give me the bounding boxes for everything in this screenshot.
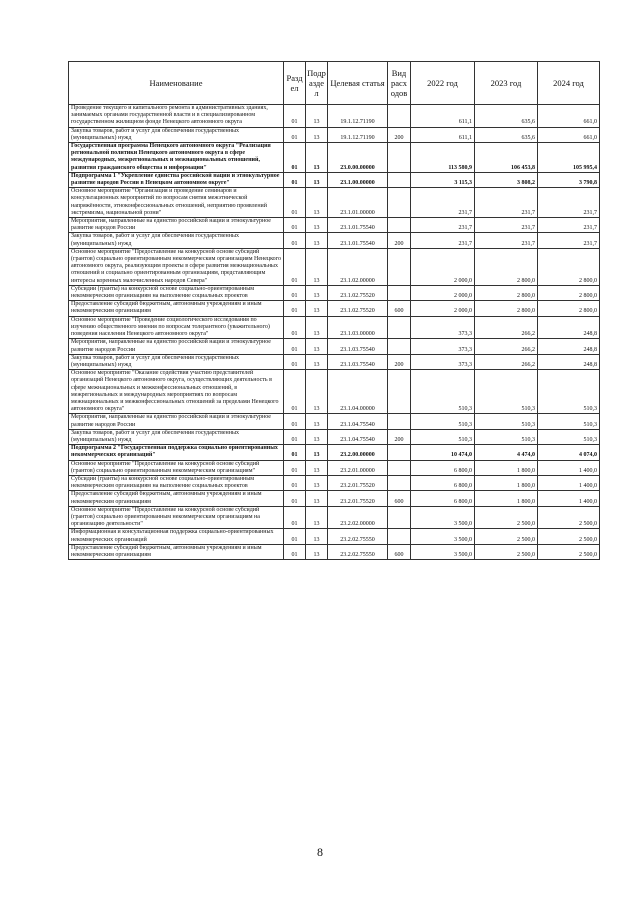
cell-name: Подпрограмма 1 "Укрепление единства российской нации и этнокультурное развитие народов России в Ненецком автономном округе" [69,172,284,187]
cell-2023: 2 800,0 [475,301,538,316]
cell-podrazdel: 13 [306,248,328,285]
cell-podrazdel: 13 [306,172,328,187]
cell-vid [388,285,411,300]
cell-statya: 23.1.03.75540 [328,354,388,369]
cell-statya: 19.1.12.71190 [328,105,388,128]
cell-2023: 266,2 [475,316,538,339]
cell-podrazdel: 13 [306,285,328,300]
cell-vid [388,248,411,285]
cell-2024: 1 400,0 [538,475,600,490]
cell-razdel: 01 [284,233,306,248]
cell-2023: 266,2 [475,339,538,354]
cell-2023: 106 453,8 [475,143,538,173]
cell-2023: 510,3 [475,429,538,444]
table-header-row [69,62,600,105]
table-row [69,506,600,529]
cell-2023: 635,6 [475,127,538,142]
cell-name: Мероприятия, направленные на единство российской нации и этнокультурное развитие народов России [69,414,284,429]
cell-2024: 231,7 [538,188,600,218]
cell-vid [388,316,411,339]
table-row [69,301,600,316]
cell-razdel: 01 [284,172,306,187]
cell-vid [388,339,411,354]
cell-podrazdel: 13 [306,354,328,369]
cell-statya: 23.0.00.00000 [328,143,388,173]
cell-2024: 4 074,0 [538,445,600,460]
table-row [69,233,600,248]
cell-name: Основное мероприятие "Предоставление на конкурсной основе субсидий (грантов) социально ориентированным некоммерческим организациям" [69,460,284,475]
cell-2024: 248,8 [538,339,600,354]
cell-razdel: 01 [284,339,306,354]
cell-podrazdel: 13 [306,506,328,529]
table-row [69,105,600,128]
table-row [69,316,600,339]
cell-2023: 1 800,0 [475,475,538,490]
cell-2024: 510,3 [538,429,600,444]
cell-podrazdel: 13 [306,544,328,559]
cell-name: Информационная и консультационная поддержка социально-ориентированных некоммерческих организаций [69,529,284,544]
col-header-statya: Целевая статья [328,62,388,105]
cell-2022: 231,7 [411,218,475,233]
cell-2023: 2 500,0 [475,529,538,544]
table-row [69,143,600,173]
cell-2022: 510,3 [411,429,475,444]
cell-razdel: 01 [284,248,306,285]
cell-2023: 231,7 [475,233,538,248]
page-number: 8 [317,845,323,859]
cell-2023: 2 500,0 [475,544,538,559]
cell-name: Закупка товаров, работ и услуг для обеспечения государственных (муниципальных) нужд [69,233,284,248]
cell-2022: 6 800,0 [411,475,475,490]
cell-podrazdel: 13 [306,529,328,544]
cell-name: Мероприятия, направленные на единство российской нации и этнокультурное развитие народов России [69,218,284,233]
cell-statya: 23.1.02.00000 [328,248,388,285]
cell-2022: 611,1 [411,105,475,128]
cell-vid: 200 [388,127,411,142]
cell-podrazdel: 13 [306,143,328,173]
table-row [69,460,600,475]
budget-table [68,61,600,560]
cell-razdel: 01 [284,529,306,544]
cell-2024: 248,8 [538,316,600,339]
cell-podrazdel: 13 [306,370,328,414]
cell-podrazdel: 13 [306,460,328,475]
cell-statya: 23.1.04.00000 [328,370,388,414]
cell-2023: 510,3 [475,414,538,429]
cell-statya: 23.1.04.75540 [328,429,388,444]
cell-vid [388,445,411,460]
table-row [69,544,600,559]
cell-2024: 231,7 [538,218,600,233]
cell-vid: 200 [388,429,411,444]
cell-podrazdel: 13 [306,445,328,460]
cell-2023: 266,2 [475,354,538,369]
cell-statya: 23.2.02.00000 [328,506,388,529]
cell-vid: 600 [388,491,411,506]
cell-statya: 23.1.00.00000 [328,172,388,187]
table-row [69,218,600,233]
cell-2022: 611,1 [411,127,475,142]
cell-vid [388,172,411,187]
table-row [69,127,600,142]
cell-name: Мероприятия, направленные на единство российской нации и этнокультурное развитие народов России [69,339,284,354]
cell-2023: 1 800,0 [475,491,538,506]
cell-2023: 4 474,0 [475,445,538,460]
col-header-podrazdel: Подр азде л [306,62,328,105]
cell-2024: 2 800,0 [538,248,600,285]
cell-name: Субсидии (гранты) на конкурсной основе социально-ориентированным некоммерческим организациям на выполнение социальных проектов [69,285,284,300]
table-row [69,285,600,300]
cell-vid [388,370,411,414]
col-header-name: Наименование [69,62,284,105]
cell-name: Проведение текущего и капитального ремонта в административных зданиях, занимаемых органами государственной власти и в специализированном государственном жилищном фонде Ненецкого автономного округа [69,105,284,128]
cell-razdel: 01 [284,370,306,414]
cell-name: Закупка товаров, работ и услуг для обеспечения государственных (муниципальных) нужд [69,429,284,444]
cell-2022: 6 800,0 [411,460,475,475]
cell-vid [388,143,411,173]
cell-name: Подпрограмма 2 "Государственная поддержка социально ориентированных некоммерческих организаций" [69,445,284,460]
table-row [69,172,600,187]
cell-2023: 2 500,0 [475,506,538,529]
table-row [69,414,600,429]
cell-razdel: 01 [284,506,306,529]
cell-razdel: 01 [284,105,306,128]
table-row [69,445,600,460]
cell-2022: 3 500,0 [411,529,475,544]
table-row [69,339,600,354]
cell-2022: 2 000,0 [411,285,475,300]
cell-vid: 600 [388,544,411,559]
cell-razdel: 01 [284,491,306,506]
cell-razdel: 01 [284,414,306,429]
cell-2023: 231,7 [475,218,538,233]
cell-2024: 2 500,0 [538,529,600,544]
cell-razdel: 01 [284,460,306,475]
cell-statya: 23.1.02.75520 [328,285,388,300]
cell-name: Государственная программа Ненецкого автономного округа "Реализация региональной политики Ненецкого автономного округа в сфере международных, межрегиональных и межнациональных отношений, развития гражданского общества и информации" [69,143,284,173]
cell-name: Основное мероприятие "Предоставление на конкурсной основе субсидий (грантов) социально ориентированным некоммерческим организациям Ненецкого автономного округа, реализующим проекты в сфере развития межнациональных отношений и социально ориентированным организациям, представляющим интересы коренных малочисленных народов Севера" [69,248,284,285]
cell-2022: 510,3 [411,370,475,414]
cell-2024: 1 400,0 [538,460,600,475]
cell-statya: 23.2.02.75550 [328,544,388,559]
cell-2023: 510,3 [475,370,538,414]
cell-razdel: 01 [284,475,306,490]
table-row [69,491,600,506]
cell-2023: 231,7 [475,188,538,218]
cell-vid: 200 [388,354,411,369]
table-row [69,354,600,369]
cell-podrazdel: 13 [306,233,328,248]
cell-2022: 3 115,3 [411,172,475,187]
cell-name: Закупка товаров, работ и услуг для обеспечения государственных (муниципальных) нужд [69,127,284,142]
cell-name: Предоставление субсидий бюджетным, автономным учреждениям и иным некоммерческим организациям [69,301,284,316]
cell-2022: 373,3 [411,316,475,339]
cell-razdel: 01 [284,218,306,233]
cell-statya: 23.1.01.00000 [328,188,388,218]
cell-2023: 635,6 [475,105,538,128]
cell-statya: 23.2.00.00000 [328,445,388,460]
cell-name: Предоставление субсидий бюджетным, автономным учреждениям и иным некоммерческим организациям [69,491,284,506]
cell-2023: 1 800,0 [475,460,538,475]
col-header-2023: 2023 год [475,62,538,105]
cell-2022: 113 580,9 [411,143,475,173]
cell-2024: 510,3 [538,414,600,429]
cell-vid [388,475,411,490]
table-row [69,529,600,544]
cell-podrazdel: 13 [306,316,328,339]
cell-vid [388,506,411,529]
table-body [69,105,600,560]
cell-podrazdel: 13 [306,127,328,142]
cell-statya: 23.1.04.75540 [328,414,388,429]
cell-2022: 3 500,0 [411,506,475,529]
cell-statya: 23.1.02.75520 [328,301,388,316]
cell-name: Основное мероприятие "Организация и проведение семинаров и консультационных мероприятий по вопросам снятия межэтнической напряжённости, этноконфессиональных отношений, неприятию проявлений экстремизма, национальной розни" [69,188,284,218]
cell-podrazdel: 13 [306,218,328,233]
cell-2024: 2 500,0 [538,506,600,529]
cell-2024: 2 800,0 [538,301,600,316]
col-header-2024: 2024 год [538,62,600,105]
cell-2024: 2 800,0 [538,285,600,300]
cell-name: Закупка товаров, работ и услуг для обеспечения государственных (муниципальных) нужд [69,354,284,369]
cell-2024: 661,0 [538,105,600,128]
cell-name: Субсидии (гранты) на конкурсной основе социально-ориентированным некоммерческим организациям на выполнение социальных проектов [69,475,284,490]
cell-razdel: 01 [284,285,306,300]
cell-podrazdel: 13 [306,491,328,506]
cell-2023: 3 808,2 [475,172,538,187]
cell-vid [388,414,411,429]
cell-2024: 3 790,8 [538,172,600,187]
cell-razdel: 01 [284,143,306,173]
cell-vid [388,188,411,218]
cell-2022: 2 000,0 [411,248,475,285]
col-header-2022: 2022 год [411,62,475,105]
cell-name: Основное мероприятие "Оказание содействия участию представителей организаций Ненецкого автономного округа, осуществляющих деятельность в сфере межнациональных и межконфессиональных отношений, в межрегиональных и международных мероприятиях по вопросам межнациональных и межконфессиональных отношений за пределами Ненецкого автономного округа" [69,370,284,414]
col-header-razdel: Разд ел [284,62,306,105]
cell-2024: 1 400,0 [538,491,600,506]
cell-name: Предоставление субсидий бюджетным, автономным учреждениям и иным некоммерческим организациям [69,544,284,559]
cell-razdel: 01 [284,301,306,316]
cell-statya: 23.2.01.75520 [328,475,388,490]
cell-2022: 3 500,0 [411,544,475,559]
cell-2023: 2 800,0 [475,248,538,285]
cell-2024: 661,0 [538,127,600,142]
cell-razdel: 01 [284,316,306,339]
cell-2024: 510,3 [538,370,600,414]
cell-podrazdel: 13 [306,105,328,128]
cell-2022: 231,7 [411,233,475,248]
cell-2022: 10 474,0 [411,445,475,460]
cell-statya: 23.1.03.75540 [328,339,388,354]
table-row [69,188,600,218]
cell-2024: 248,8 [538,354,600,369]
cell-2023: 2 800,0 [475,285,538,300]
cell-statya: 19.1.12.71190 [328,127,388,142]
cell-2022: 231,7 [411,188,475,218]
cell-podrazdel: 13 [306,414,328,429]
cell-statya: 23.1.01.75540 [328,218,388,233]
cell-podrazdel: 13 [306,301,328,316]
cell-statya: 23.2.01.00000 [328,460,388,475]
cell-podrazdel: 13 [306,429,328,444]
cell-razdel: 01 [284,544,306,559]
cell-vid: 200 [388,233,411,248]
cell-razdel: 01 [284,429,306,444]
table-row [69,370,600,414]
cell-vid: 600 [388,301,411,316]
cell-statya: 23.2.01.75520 [328,491,388,506]
cell-statya: 23.2.02.75550 [328,529,388,544]
cell-2022: 6 800,0 [411,491,475,506]
cell-podrazdel: 13 [306,475,328,490]
cell-razdel: 01 [284,188,306,218]
table-row [69,475,600,490]
table-row [69,248,600,285]
cell-name: Основное мероприятие "Предоставление на конкурсной основе субсидий (грантов) социально ориентированным некоммерческим организациям на организацию деятельности" [69,506,284,529]
cell-2022: 373,3 [411,339,475,354]
cell-vid [388,218,411,233]
cell-vid [388,460,411,475]
cell-name: Основное мероприятие "Проведение социологического исследования по изучению общественного мнения по вопросам толерантного (уважительного) поведения населения Ненецкого автономного округа" [69,316,284,339]
cell-2024: 105 995,4 [538,143,600,173]
cell-2024: 231,7 [538,233,600,248]
cell-2022: 373,3 [411,354,475,369]
cell-statya: 23.1.03.00000 [328,316,388,339]
cell-2022: 510,3 [411,414,475,429]
table-row [69,429,600,444]
cell-statya: 23.1.01.75540 [328,233,388,248]
cell-vid [388,529,411,544]
cell-razdel: 01 [284,127,306,142]
cell-podrazdel: 13 [306,339,328,354]
cell-vid [388,105,411,128]
cell-razdel: 01 [284,445,306,460]
cell-razdel: 01 [284,354,306,369]
col-header-vid: Вид расх одов [388,62,411,105]
cell-2024: 2 500,0 [538,544,600,559]
cell-podrazdel: 13 [306,188,328,218]
cell-2022: 2 000,0 [411,301,475,316]
